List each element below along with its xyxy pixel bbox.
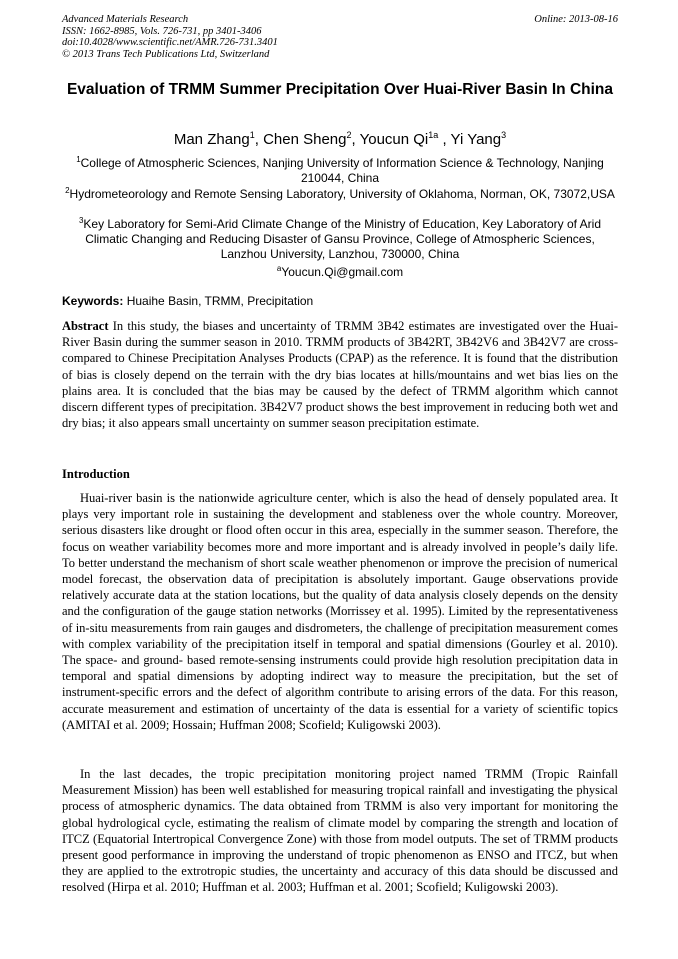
doi-line: doi:10.4028/www.scientific.net/AMR.726-731.3401 (62, 37, 278, 48)
affiliation-text: Hydrometeorology and Remote Sensing Laboratory, University of Oklahoma, Norman, OK, 73072,USA (69, 187, 615, 201)
affiliation-1 (62, 156, 618, 186)
journal-name: Advanced Materials Research (62, 14, 189, 25)
paper-title: Evaluation of TRMM Summer Precipitation Over Huai-River Basin In China (66, 81, 614, 98)
affiliation-mark: 2 (65, 186, 70, 195)
affiliation-text: College of Atmospheric Sciences, Nanjing University of Information Science & Technology, Nanjing 210044, China (80, 156, 604, 185)
author-name: Man Zhang (173, 131, 250, 148)
issn-line: ISSN: 1662-8985, Vols. 726-731, pp 3401-3406 (62, 25, 262, 37)
section-heading-introduction: Introduction (62, 467, 130, 481)
author-separator: , (438, 131, 451, 148)
journal-header (62, 14, 618, 60)
author-separator: , (351, 131, 360, 148)
author-affiliation-mark: 1a (428, 130, 439, 140)
author-name: Chen Sheng (263, 131, 347, 148)
affiliation-2 (62, 187, 618, 202)
affiliation-3 (62, 217, 618, 262)
abstract (62, 318, 618, 431)
keywords-label: Keywords: (62, 294, 124, 308)
author-name: Yi Yang (450, 131, 502, 148)
author-list (62, 130, 618, 150)
copyright-line: © 2013 Trans Tech Publications Ltd, Switzerland (62, 48, 270, 60)
abstract-label: Abstract (62, 319, 109, 333)
online-date: Online: 2013-08-16 (534, 14, 618, 25)
author-affiliation-mark: 2 (346, 130, 352, 140)
paragraph: Huai-river basin is the nationwide agriculture center, which is also the head of densely populated area. It plays very important role in sustaining the development and stableness over the whole country. Moreover, serious disasters like drought or flood often occur in this area, especially in the summer season. Therefore, the focus on weather variability becomes more and more important and is already involved in people’s daily life. To better understand the mechanism of short scale weather phenomenon or improve the precision of numerical model forecast, the observation data of precipitation is absolutely important. Gauge observations provide relatively accurate data at the station locations, but the quality of data analysis closely depends on the density and the configuration of the gauge station networks (Morrissey et al. 1995). Limited by the representativeness of in-situ measurements from rain gauges and disdrometers, the challenge of precipitation measurement comes with complex variability of the precipitation itself in temporal and spatial dimensions (Gourley et al. 2010). The space- and ground- based remote-sensing instruments could provide high resolution precipitation data in temporal and spatial dimensions by adopting indirect way to measure the precipitation, but the set of instrument-specific errors and the defect of algorithm contribute to arising errors of the data. For this reason, accurate measurement and estimation of uncertainty of the data is essential for a variety of scientific topics (AMITAI et al. 2009; Hossain; Huffman 2008; Scofield; Kuligowski 2003). (62, 491, 618, 732)
author-affiliation-mark: 1 (249, 130, 255, 140)
author-separator: , (254, 131, 264, 148)
abstract-text: In this study, the biases and uncertainty of TRMM 3B42 estimates are investigated over the Huai-River Basin during the summer season in 2010. TRMM products of 3B42RT, 3B42V6 and 3B42V7 are cross-compared to Chinese Precipitation Analyses Products (CPAP) as the reference. It is found that the distribution of bias is closely depend on the terrain with the dry bias locates at hills/mountains and wet bias lies on the plains area. It is concluded that the bias may be caused by the defect of TRMM algorithm which cannot discern different types of precipitation. 3B42V7 product shows the best improvement in reducing both wet and dry bias; it also appears small uncertainty on summer season precipitation estimate. (62, 319, 619, 431)
author-affiliation-mark: 3 (501, 130, 507, 140)
affiliation-mark: 3 (78, 216, 84, 225)
email-text: Youcun.Qi@gmail.com (281, 265, 404, 279)
affiliation-mark: 1 (76, 155, 81, 164)
keywords (62, 294, 618, 309)
contact-email (62, 265, 618, 280)
email-mark: a (276, 264, 282, 273)
author-name: Youcun Qi (359, 131, 429, 148)
paragraph: In the last decades, the tropic precipitation monitoring project named TRMM (Tropic Rainfall Measurement Mission) has been well established for measuring tropical rainfall and investigating the physical process of atmospheric dynamics. The data obtained from TRMM is also very important for monitoring the global hydrological cycle, estimating the realism of climate model by comparing the strength and location of ITCZ (Equatorial Intertropical Convergence Zone) with those from model outputs. The set of TRMM products present good performance in improving the understand of tropic phenomenon as ENSO and ITCZ, but when they are applied to the extrotropic studies, the uncertainty and accuracy of this data should be discussed and resolved (Hirpa et al. 2010; Huffman et al. 2003; Huffman et al. 2001; Scofield; Kuligowski 2003). (62, 767, 618, 895)
keywords-text: Huaihe Basin, TRMM, Precipitation (126, 294, 314, 308)
affiliation-text: Key Laboratory for Semi-Arid Climate Change of the Ministry of Education, Key Laboratory of Arid Climatic Changing and Reducing Disaster of Gansu Province, College of Atmospheric Sciences, Lanzhou University, Lanzhou, 730000, China (83, 217, 602, 261)
